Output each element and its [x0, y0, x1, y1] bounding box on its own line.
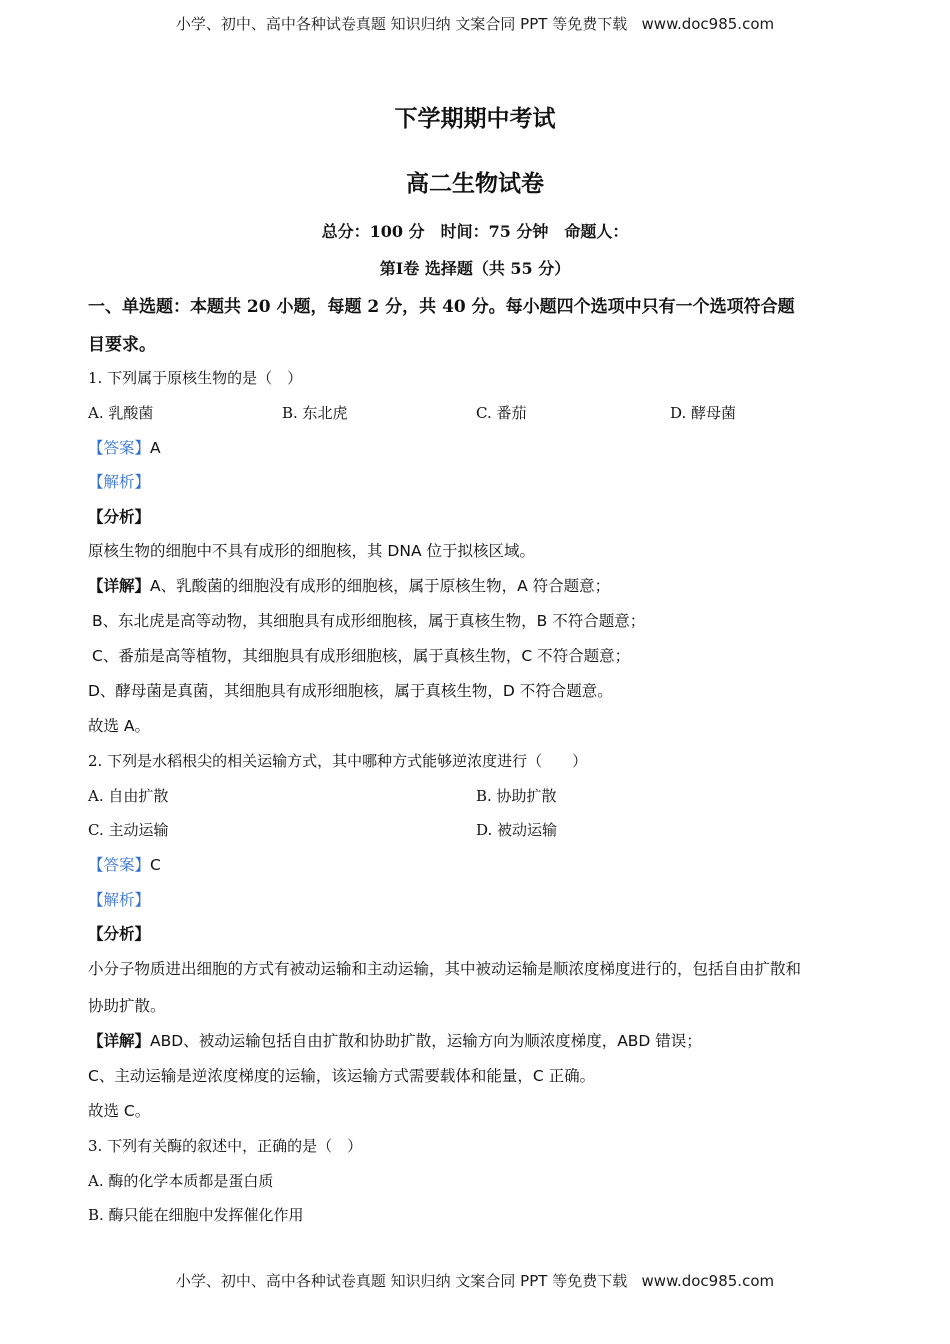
detail-label: 【详解】 [88, 577, 151, 595]
q2-fenxi-label: 【分析】 [88, 925, 151, 943]
q1-detail-d: D、酵母菌是真菌，其细胞具有成形细胞核，属于真核生物，D 不符合题意。 [88, 682, 613, 700]
header-banner-url[interactable]: www.doc985.com [641, 15, 775, 33]
q2-option-b: B. 协助扩散 [476, 787, 557, 805]
q3-option-b: B. 酶只能在细胞中发挥催化作用 [88, 1206, 304, 1224]
section-heading-line1: 一、单选题：本题共 20 小题，每题 2 分，共 40 分。每小题四个选项中只有一个选项符合题 [88, 297, 795, 317]
q2-conclusion: 故选 C。 [88, 1102, 151, 1120]
q1-option-a: A. 乳酸菌 [88, 404, 154, 422]
q2-analysis-label: 【解析】 [88, 891, 151, 909]
q2-option-d: D. 被动运输 [476, 821, 558, 839]
q1-stem: 1. 下列属于原核生物的是（ ） [88, 369, 303, 387]
q1-detail-a-text: A、乳酸菌的细胞没有成形的细胞核，属于原核生物，A 符合题意； [150, 577, 611, 595]
q1-fenxi-text: 原核生物的细胞中不具有成形的细胞核，其 DNA 位于拟核区域。 [88, 542, 535, 560]
q1-option-b: B. 东北虎 [282, 404, 348, 422]
q2-detail-abd-text: ABD、被动运输包括自由扩散和协助扩散，运输方向为顺浓度梯度，ABD 错误； [150, 1032, 702, 1050]
q1-option-d: D. 酵母菌 [670, 404, 737, 422]
exam-title: 下学期期中考试 [394, 105, 556, 132]
answer-label: 【答案】 [88, 439, 151, 457]
exam-subtitle: 高二生物试卷 [406, 170, 544, 197]
q1-option-c: C. 番茄 [476, 404, 527, 422]
q1-fenxi-label: 【分析】 [88, 508, 151, 526]
footer-banner [0, 1270, 950, 1291]
q1-answer-value: A [150, 439, 161, 457]
q2-detail-abd [88, 1029, 702, 1051]
footer-banner-url[interactable]: www.doc985.com [641, 1272, 775, 1290]
q1-detail-b: B、东北虎是高等动物，其细胞具有成形细胞核，属于真核生物，B 不符合题意； [92, 612, 646, 630]
footer-banner-text: 小学、初中、高中各种试卷真题 知识归纳 文案合同 PPT 等免费下载 [175, 1272, 628, 1290]
q2-option-c: C. 主动运输 [88, 821, 169, 839]
q3-option-a: A. 酶的化学本质都是蛋白质 [88, 1172, 274, 1190]
q2-stem: 2. 下列是水稻根尖的相关运输方式，其中哪种方式能够逆浓度进行（ ） [88, 752, 588, 770]
exam-meta: 总分：100 分 时间：75 分钟 命题人： [321, 222, 629, 241]
q1-conclusion: 故选 A。 [88, 717, 151, 735]
q3-stem: 3. 下列有关酶的叙述中，正确的是（ ） [88, 1137, 363, 1155]
q1-analysis-label: 【解析】 [88, 473, 151, 491]
q2-detail-c: C、主动运输是逆浓度梯度的运输，该运输方式需要载体和能量，C 正确。 [88, 1067, 596, 1085]
q1-detail-a [88, 574, 610, 596]
section-heading-line2: 目要求。 [88, 335, 156, 355]
answer-label: 【答案】 [88, 856, 151, 874]
q2-option-a: A. 自由扩散 [88, 787, 169, 805]
detail-label: 【详解】 [88, 1032, 151, 1050]
q2-fenxi-line1: 小分子物质进出细胞的方式有被动运输和主动运输，其中被动运输是顺浓度梯度进行的，包括自由扩散和 [88, 960, 802, 978]
q2-fenxi-line2: 协助扩散。 [88, 997, 166, 1015]
part-heading: 第Ⅰ卷 选择题（共 55 分） [379, 259, 571, 278]
q2-answer [88, 853, 161, 875]
header-banner-text: 小学、初中、高中各种试卷真题 知识归纳 文案合同 PPT 等免费下载 [175, 15, 628, 33]
q1-detail-c: C、番茄是高等植物，其细胞具有成形细胞核，属于真核生物，C 不符合题意； [92, 647, 631, 665]
q2-answer-value: C [150, 856, 161, 874]
header-banner [0, 13, 950, 34]
q1-answer [88, 436, 161, 458]
